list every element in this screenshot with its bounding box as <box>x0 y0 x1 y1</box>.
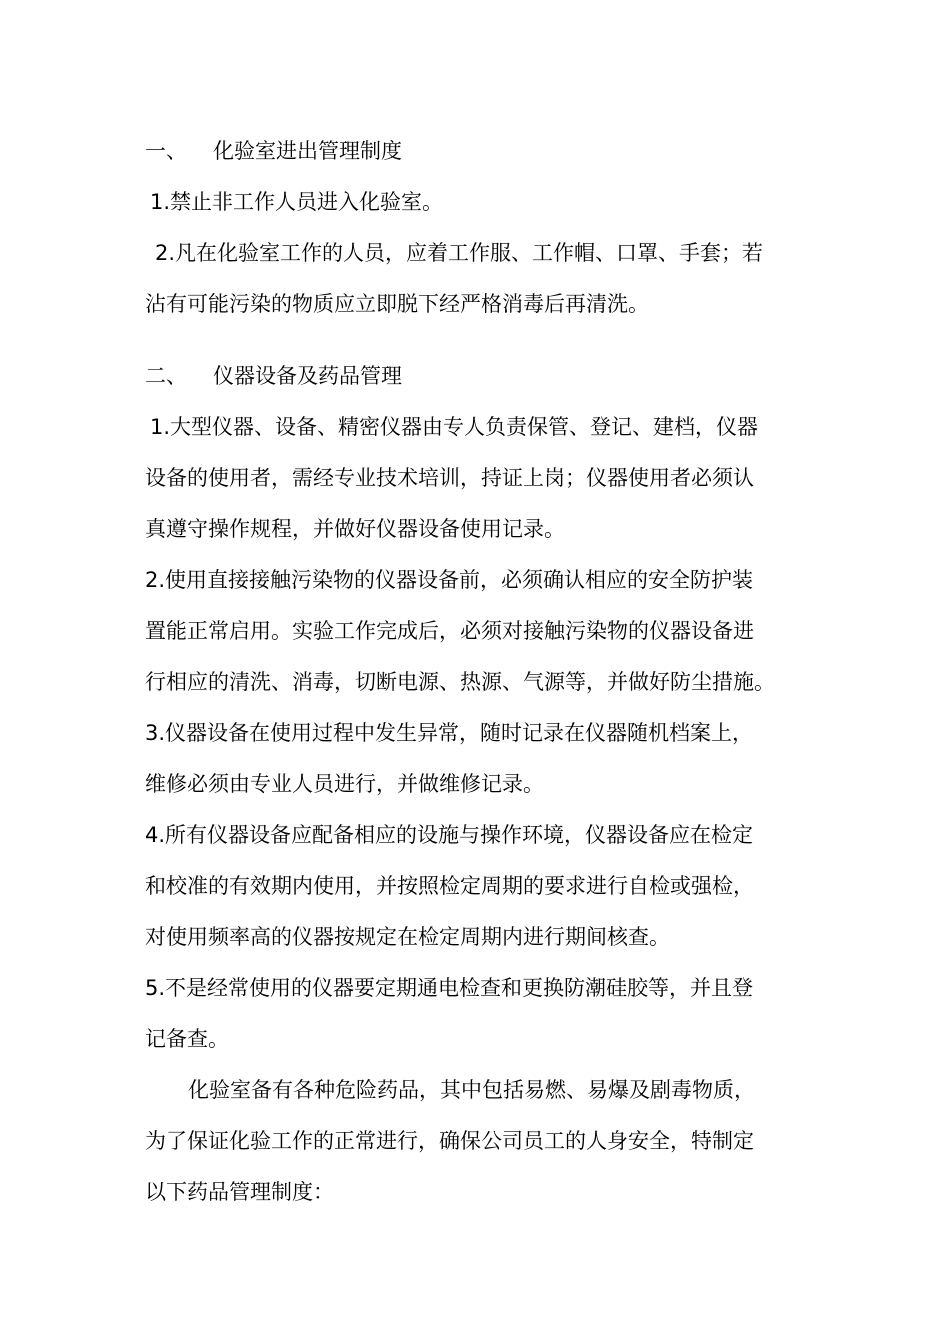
section-1-item-2-line-1: 2.凡在化验室工作的人员，应着工作服、工作帽、口罩、手套；若 <box>155 241 764 265</box>
section-1 <box>145 126 810 330</box>
section-2-item-4-line-3: 对使用频率高的仪器按规定在检定周期内进行期间核查。 <box>145 925 670 949</box>
section-1-item-1: 1.禁止非工作人员进入化验室。 <box>150 190 444 214</box>
section-2-item-3-line-1: 3.仪器设备在使用过程中发生异常，随时记录在仪器随机档案上， <box>145 721 754 745</box>
section-1-heading <box>145 126 810 177</box>
section-2-item-2-line-3: 行相应的清洗、消毒，切断电源、热源、气源等，并做好防尘措施。 <box>145 670 775 694</box>
section-2-title: 仪器设备及药品管理 <box>213 364 402 388</box>
section-2-item-4-line-1: 4.所有仪器设备应配备相应的设施与操作环境，仪器设备应在检定 <box>145 823 754 847</box>
section-2-item-1-line-3: 真遵守操作规程，并做好仪器设备使用记录。 <box>145 517 565 541</box>
section-2-paragraph-line-2: 为了保证化验工作的正常进行，确保公司员工的人身安全，特制定 <box>145 1129 754 1153</box>
section-1-item-2-line-2: 沾有可能污染的物质应立即脱下经严格消毒后再清洗。 <box>145 292 649 316</box>
section-2-item-2-line-1: 2.使用直接接触污染物的仪器设备前，必须确认相应的安全防护装 <box>145 568 754 592</box>
section-2-item-5-line-2: 记备查。 <box>145 1027 229 1051</box>
section-1-title: 化验室进出管理制度 <box>213 139 402 163</box>
section-2-item-3-line-2: 维修必须由专业人员进行，并做维修记录。 <box>145 772 544 796</box>
section-2 <box>145 351 810 1218</box>
section-2-item-1-line-2: 设备的使用者，需经专业技术培训，持证上岗；仪器使用者必须认 <box>145 466 754 490</box>
section-2-item-1-line-1: 1.大型仪器、设备、精密仪器由专人负责保管、登记、建档，仪器 <box>150 415 759 439</box>
section-2-paragraph-line-3: 以下药品管理制度： <box>145 1180 334 1204</box>
section-2-item-5-line-1: 5.不是经常使用的仪器要定期通电检查和更换防潮硅胶等，并且登 <box>145 976 754 1000</box>
section-2-item-2-line-2: 置能正常启用。实验工作完成后，必须对接触污染物的仪器设备进 <box>145 619 754 643</box>
section-2-number: 二、 <box>145 364 187 388</box>
section-2-heading <box>145 351 810 402</box>
section-1-number: 一、 <box>145 139 187 163</box>
section-2-item-4-line-2: 和校准的有效期内使用，并按照检定周期的要求进行自检或强检， <box>145 874 754 898</box>
section-2-paragraph-line-1: 化验室备有各种危险药品，其中包括易燃、易爆及剧毒物质， <box>188 1078 755 1102</box>
